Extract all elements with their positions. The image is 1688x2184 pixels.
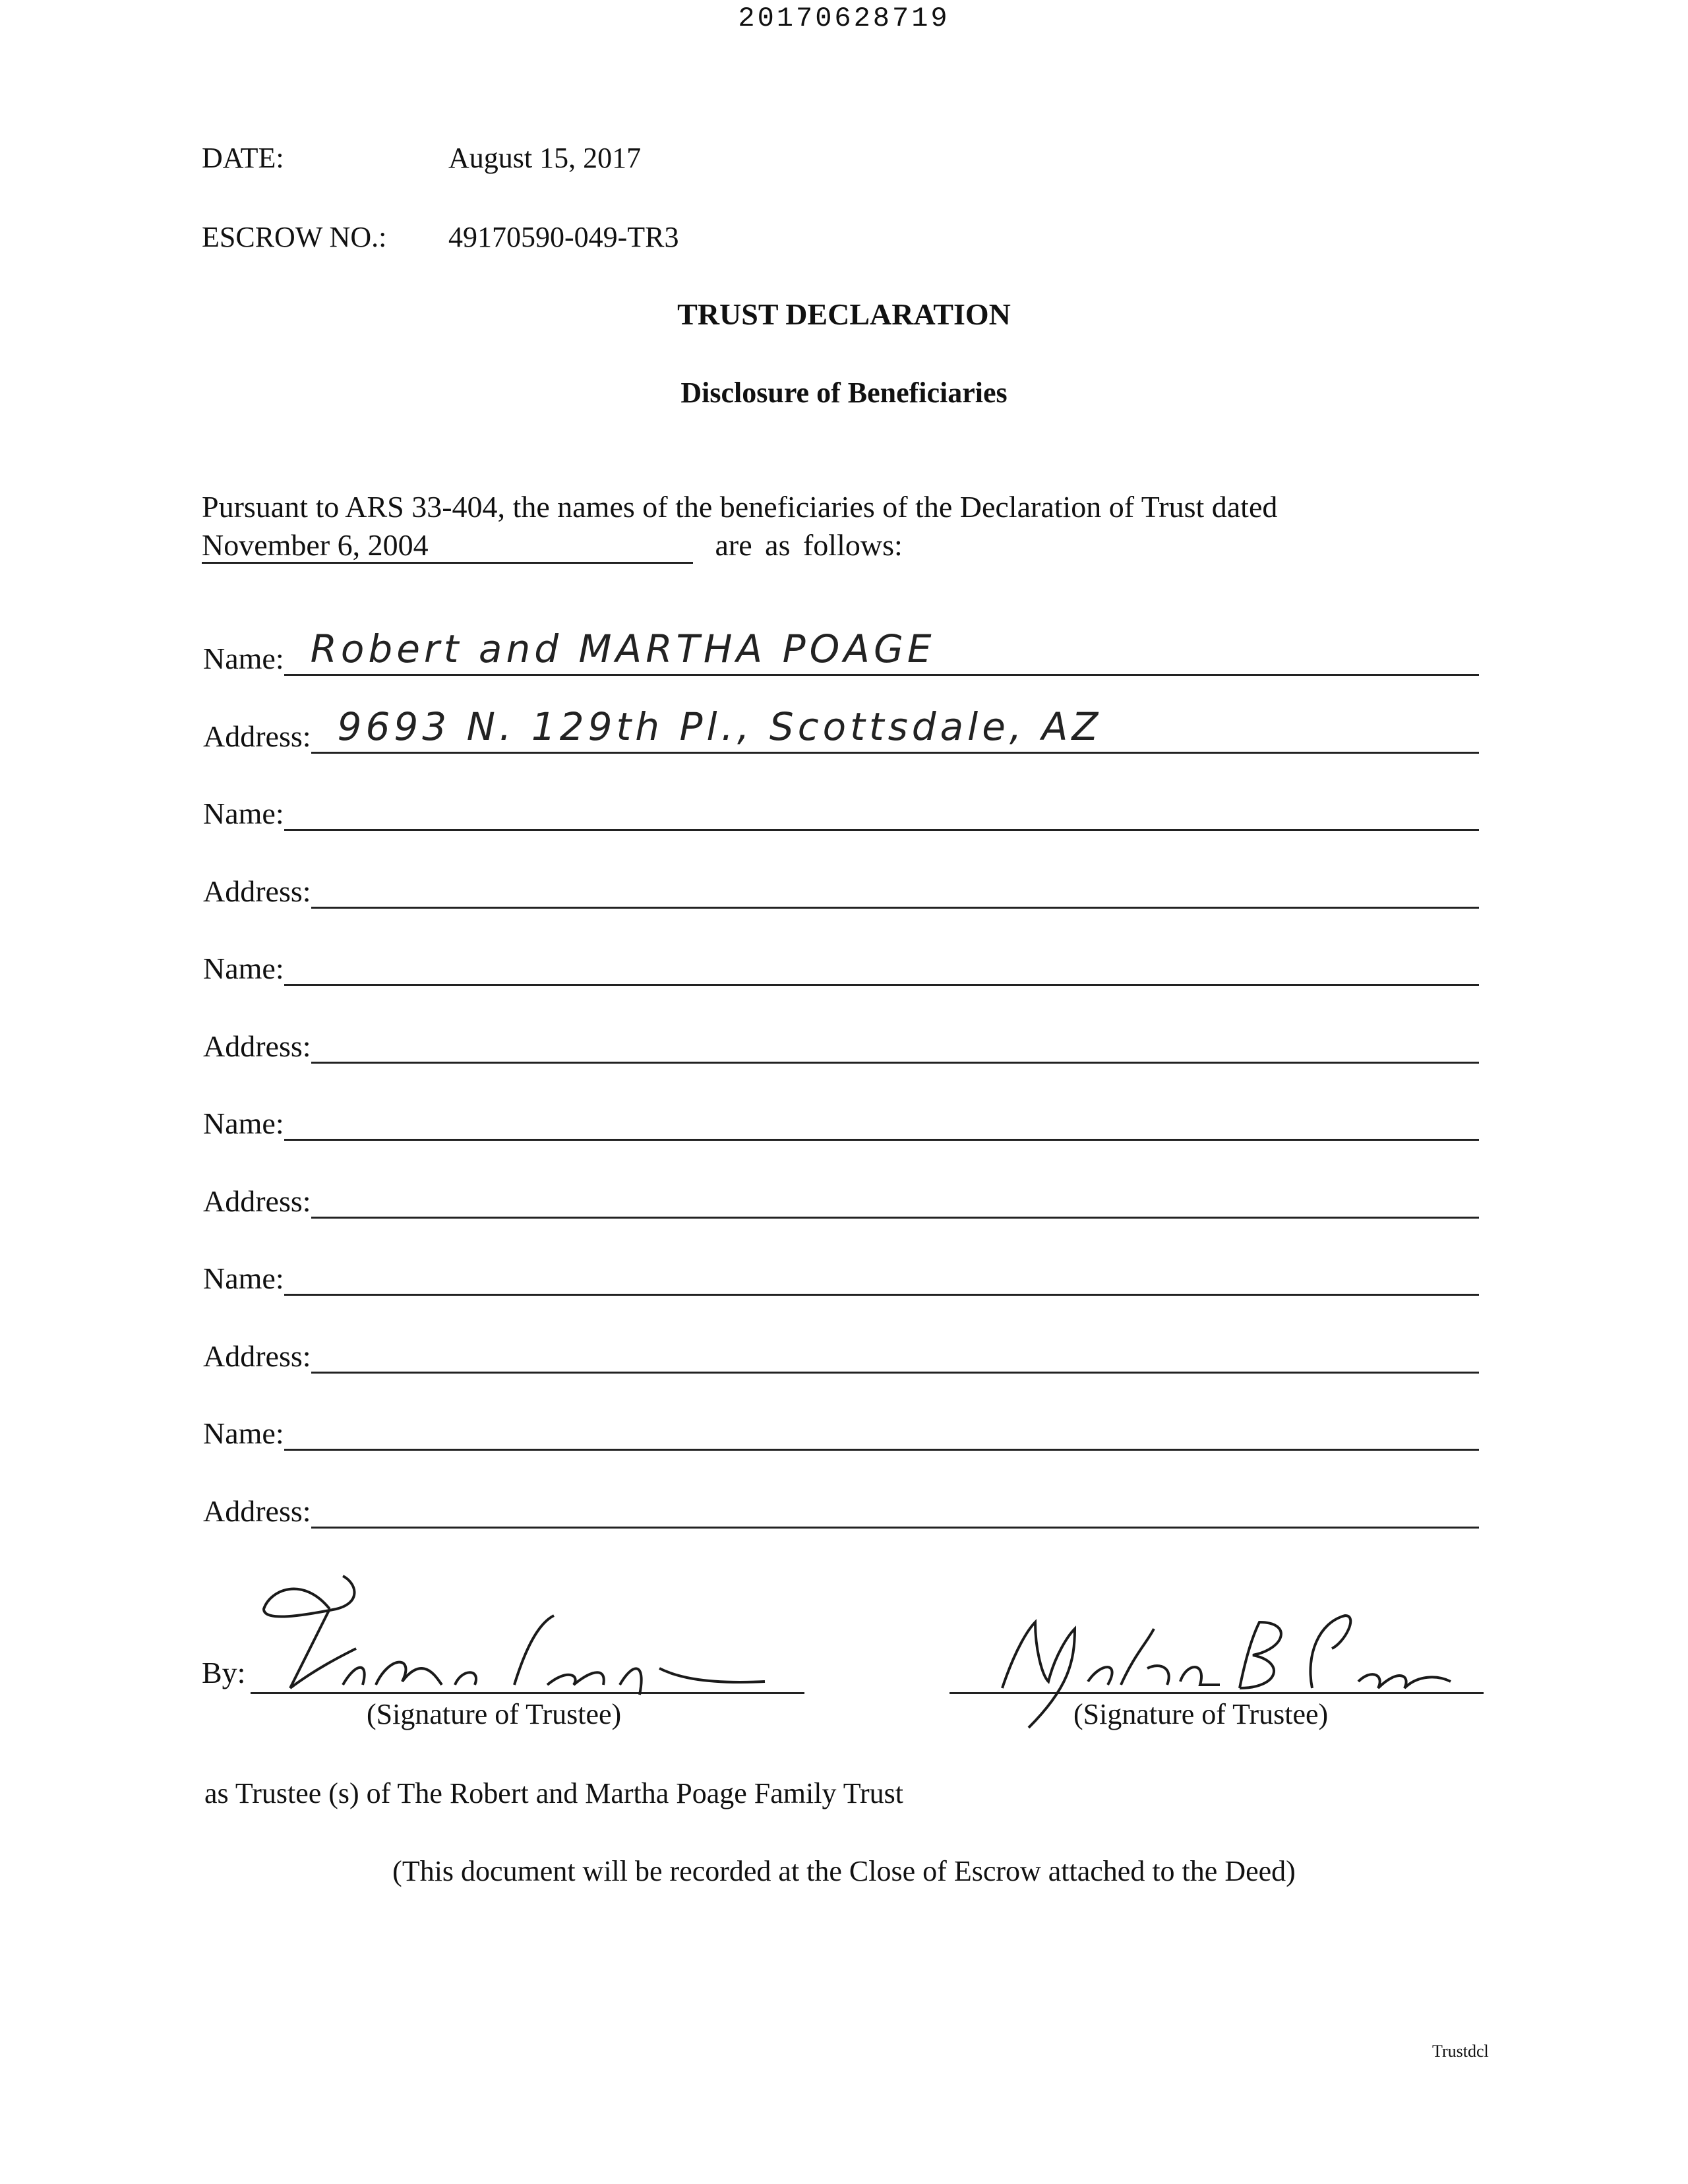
beneficiary-name-label: Name: — [203, 1107, 284, 1140]
intro-text-after: are as follows: — [715, 528, 903, 562]
intro-text-before: Pursuant to ARS 33-404, the names of the beneficiaries of the Declaration of Trust dated — [202, 490, 1278, 524]
beneficiary-name-field[interactable] — [284, 626, 1479, 676]
by-label: By: — [202, 1656, 246, 1689]
form-code: Trustdcl — [1432, 2042, 1489, 2061]
trustee-statement: as Trustee (s) of The Robert and Martha Poage Family Trust — [204, 1777, 904, 1809]
beneficiary-name-value: Robert and MARTHA POAGE — [310, 626, 936, 671]
date-label: DATE: — [202, 142, 284, 174]
beneficiary-name-row — [203, 791, 1479, 831]
beneficiary-address-field[interactable] — [311, 704, 1479, 754]
beneficiary-address-row — [203, 1334, 1479, 1374]
escrow-value: 49170590-049-TR3 — [448, 221, 679, 253]
beneficiary-name-row — [203, 946, 1479, 986]
beneficiary-name-label: Name: — [203, 952, 284, 985]
trustee1-signature — [264, 1569, 765, 1695]
beneficiary-name-field[interactable] — [284, 1254, 1479, 1296]
beneficiary-name-label: Name: — [203, 1261, 284, 1295]
beneficiary-address-field[interactable] — [311, 867, 1479, 909]
escrow-label: ESCROW NO.: — [202, 221, 387, 253]
intro-paragraph — [202, 488, 1474, 564]
beneficiary-address-label: Address: — [203, 874, 311, 908]
beneficiary-address-label: Address: — [203, 719, 311, 753]
beneficiary-address-label: Address: — [203, 1494, 311, 1528]
document-title: TRUST DECLARATION — [677, 297, 1011, 331]
beneficiary-address-row — [203, 1024, 1479, 1064]
beneficiary-address-row — [203, 869, 1479, 909]
recording-note: (This document will be recorded at the Close of Escrow attached to the Deed) — [392, 1855, 1296, 1887]
beneficiary-name-field[interactable] — [284, 944, 1479, 986]
beneficiary-address-value: 9693 N. 129th Pl., Scottsdale, AZ — [337, 704, 1102, 749]
beneficiary-address-field[interactable] — [311, 1487, 1479, 1529]
beneficiary-address-field[interactable] — [311, 1022, 1479, 1064]
beneficiary-name-field[interactable] — [284, 789, 1479, 831]
beneficiary-name-label: Name: — [203, 1416, 284, 1450]
beneficiary-address-row — [203, 704, 1479, 754]
beneficiary-address-label: Address: — [203, 1184, 311, 1218]
beneficiary-address-field[interactable] — [311, 1332, 1479, 1374]
beneficiary-name-row — [203, 1101, 1479, 1141]
beneficiary-name-field[interactable] — [284, 1099, 1479, 1141]
beneficiary-address-label: Address: — [203, 1029, 311, 1063]
trustee2-caption: (Signature of Trustee) — [1073, 1698, 1329, 1730]
beneficiary-address-label: Address: — [203, 1339, 311, 1373]
beneficiary-address-field[interactable] — [311, 1177, 1479, 1219]
beneficiary-name-field[interactable] — [284, 1409, 1479, 1451]
beneficiary-address-row — [203, 1179, 1479, 1219]
beneficiary-name-row — [203, 1256, 1479, 1296]
beneficiary-name-label: Name: — [203, 642, 284, 675]
beneficiary-address-row — [203, 1489, 1479, 1529]
recording-number: 20170628719 — [738, 3, 950, 34]
trust-date: November 6, 2004 — [202, 529, 693, 564]
date-value: August 15, 2017 — [448, 142, 642, 174]
beneficiary-name-row — [203, 1411, 1479, 1451]
document-subtitle: Disclosure of Beneficiaries — [680, 377, 1008, 409]
trustee1-caption: (Signature of Trustee) — [367, 1698, 622, 1730]
beneficiary-name-label: Name: — [203, 797, 284, 830]
beneficiary-name-row — [203, 626, 1479, 676]
